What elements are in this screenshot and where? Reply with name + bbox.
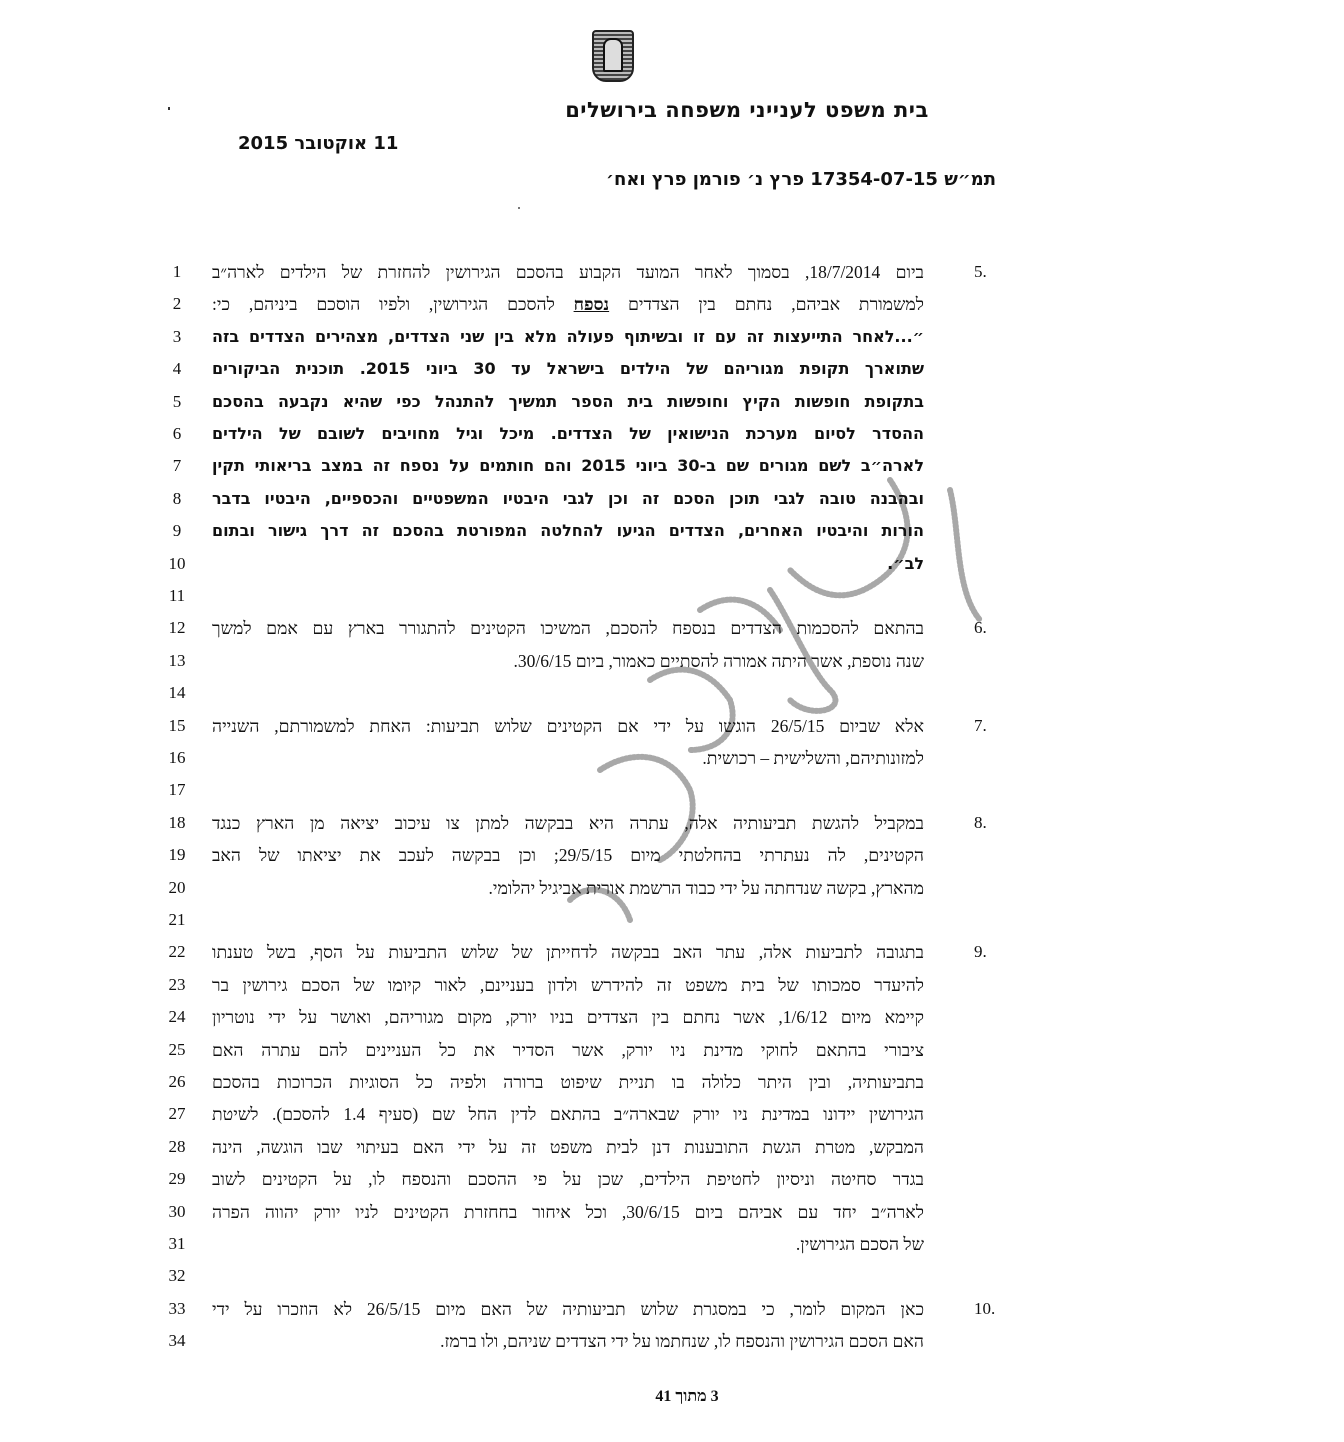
document-line bbox=[0, 456, 1344, 489]
line-text: בגדר סחיטה וניסיון לחטיפת הילדים, שכן על פי ההסכם והנספח לו, על הקטינים לשוב bbox=[212, 1169, 924, 1190]
line-text: בהתאם להסכמות הצדדים בנספח להסכם, המשיכו הקטינים להתגורר בארץ עם אמם למשך bbox=[212, 618, 924, 639]
line-number: 15 bbox=[168, 715, 186, 735]
document-line bbox=[0, 554, 1344, 587]
line-text: שתוארך תקופת מגוריהם של הילדים בישראל עד 30 ביוני 2015. תוכנית הביקורים bbox=[212, 359, 924, 379]
line-number: 10 bbox=[168, 553, 186, 573]
line-text bbox=[212, 294, 924, 315]
document-line bbox=[0, 683, 1344, 716]
line-text: מהארץ, בקשה שנדחתה על ידי כבוד הרשמת אורית אביגיל יהלומי. bbox=[488, 877, 924, 898]
line-text: של הסכם הגירושין. bbox=[795, 1234, 924, 1254]
line-number: 8 bbox=[172, 488, 182, 508]
line-number: 29 bbox=[168, 1169, 186, 1189]
document-line bbox=[0, 1137, 1344, 1170]
line-text: קיימא מיום 1/6/12, אשר נחתם בין הצדדים בניו יורק, מקום מגוריהם, ואושר על ידי נוטריון bbox=[212, 1007, 924, 1028]
court-name: בית משפט לענייני משפחה בירושלים bbox=[565, 98, 929, 122]
line-number: 34 bbox=[168, 1331, 186, 1351]
document-line bbox=[0, 359, 1344, 392]
document-line bbox=[0, 618, 1344, 651]
line-number: 13 bbox=[168, 650, 186, 670]
line-number: 4 bbox=[172, 359, 182, 379]
line-number: 25 bbox=[168, 1039, 186, 1059]
document-line bbox=[0, 586, 1344, 619]
line-number: 6 bbox=[172, 424, 182, 443]
document-line bbox=[0, 1007, 1344, 1040]
line-number: 22 bbox=[168, 942, 186, 962]
line-number: 19 bbox=[168, 845, 186, 865]
document-line bbox=[0, 651, 1344, 684]
document-line bbox=[0, 748, 1344, 781]
document-line bbox=[0, 813, 1344, 846]
document-line bbox=[0, 910, 1344, 943]
line-number: 3 bbox=[172, 326, 182, 346]
line-text: ההסדר לסיום מערכת הנישואין של הצדדים. מיכל וגיל מחויבים לשובם של הילדים bbox=[212, 424, 924, 443]
line-text: בתגובה לתביעות אלה, עתר האב בבקשה לדחייתן של שלוש התביעות על הסף, בשל טענתו bbox=[212, 942, 924, 963]
document-line bbox=[0, 1234, 1344, 1267]
document-line bbox=[0, 878, 1344, 911]
line-number: 2 bbox=[172, 294, 182, 314]
line-text: בתקופת חופשות הקיץ וחופשות בית הספר תמשיך להתנהל כפי שהיא נקבעה בהסכם bbox=[212, 391, 924, 411]
line-number: 33 bbox=[168, 1298, 186, 1318]
document-line bbox=[0, 716, 1344, 749]
document-line bbox=[0, 1299, 1344, 1332]
document-line bbox=[0, 1040, 1344, 1073]
line-text: במקביל להגשת תביעותיה אלה, עתרה היא בבקשה למתן צו עיכוב יציאה מן הארץ כנגד bbox=[212, 812, 924, 833]
line-number: 12 bbox=[168, 618, 186, 638]
paragraph-number: 10. bbox=[974, 1298, 996, 1318]
paragraph-number: 5. bbox=[974, 262, 987, 281]
case-number-line: תמ״ש 17354-07-15 פרץ נ׳ פורמן פרץ ואח׳ bbox=[605, 169, 996, 190]
line-text-segment: להסכם הגירושין, ולפיו הוסכם ביניהם, כי: bbox=[212, 294, 574, 315]
underlined-term: נספח bbox=[573, 294, 610, 315]
document-line bbox=[0, 262, 1344, 295]
line-text: בתביעותיה, ובין היתר כלולה בו תניית שיפוט ברורה ולפיה כל הסוגיות הכרוכות בהסכם bbox=[212, 1072, 924, 1092]
line-number: 1 bbox=[172, 262, 182, 281]
line-number: 31 bbox=[168, 1234, 186, 1253]
line-number: 28 bbox=[168, 1136, 186, 1156]
line-text: לב״. bbox=[887, 553, 924, 573]
line-text: האם הסכם הגירושין והנספח לו, שנחתמו על ידי הצדדים שניהם, ולו ברמז. bbox=[440, 1331, 924, 1352]
line-number: 27 bbox=[168, 1104, 186, 1124]
document-line bbox=[0, 489, 1344, 522]
line-text: המבקש, מטרת הגשת התובענות דנן לבית משפט זה על ידי האם בעיתוי שבו הוגשה, הינה bbox=[212, 1136, 924, 1157]
document-line bbox=[0, 327, 1344, 360]
line-number: 26 bbox=[168, 1072, 186, 1091]
document-line bbox=[0, 424, 1344, 457]
line-number: 18 bbox=[168, 812, 186, 832]
document-line bbox=[0, 942, 1344, 975]
paragraph-number: 9. bbox=[974, 942, 987, 962]
document-line bbox=[0, 521, 1344, 554]
line-text: ביום 18/7/2014, בסמוך לאחר המועד הקבוע בהסכם הגירושין להחזרת של הילדים לארה״ב bbox=[212, 262, 924, 282]
line-number: 9 bbox=[172, 521, 182, 541]
line-number: 14 bbox=[168, 683, 186, 703]
line-text: הורות והיבטיו האחרים, הצדדים הגיעו להחלטה המפורטת בהסכם זה דרך גישור ובתום bbox=[212, 521, 924, 541]
document-line bbox=[0, 1266, 1344, 1299]
document-line bbox=[0, 780, 1344, 813]
line-text: אלא שביום 26/5/15 הוגשו על ידי אם הקטינים שלוש תביעות: האחת למשמורתם, השנייה bbox=[212, 715, 924, 736]
line-text: ובהבנה טובה לגבי תוכן הסכם זה וכן לגבי היבטיו המשפטיים והכספיים, היבטיו בדבר bbox=[212, 488, 924, 508]
document-line bbox=[0, 294, 1344, 327]
line-number: 20 bbox=[168, 877, 186, 897]
line-text: לארה״ב יחד עם אביהם ביום 30/6/15, וכל איחור בחחזרת הקטינים לניו יורק יהווה הפרה bbox=[212, 1201, 924, 1222]
line-number: 17 bbox=[168, 780, 186, 800]
state-emblem-icon bbox=[592, 30, 634, 82]
line-number: 23 bbox=[168, 974, 186, 994]
line-number: 24 bbox=[168, 1007, 186, 1027]
document-line bbox=[0, 1331, 1344, 1364]
line-number: 5 bbox=[172, 391, 182, 411]
line-number: 16 bbox=[168, 748, 186, 767]
document-line bbox=[0, 845, 1344, 878]
line-text: להיעדר סמכותו של בית משפט זה להידרש ולדון בעניינם, לאור קיומו של הסכם גירושין בר bbox=[212, 974, 924, 995]
line-text: הגירושין יידונו במדינת ניו יורק שבארה״ב בהתאם לדין החל שם (סעיף 1.4 להסכם). לשיטת bbox=[212, 1104, 924, 1125]
document-line bbox=[0, 392, 1344, 425]
document-line bbox=[0, 1202, 1344, 1235]
line-text: שנה נוספת, אשר היתה אמורה להסתיים כאמור, ביום 30/6/15. bbox=[513, 650, 924, 671]
line-text: כאן המקום לומר, כי במסגרת שלוש תביעותיה של האם מיום 26/5/15 לא הוזכרו על ידי bbox=[212, 1298, 924, 1319]
line-text: הקטינים, לה נעתרתי בהחלטתי מיום 29/5/15; וכן בבקשה לעכב את יציאתו של האב bbox=[212, 845, 924, 866]
line-text: למזונותיהם, והשלישית – רכושית. bbox=[702, 748, 924, 768]
paragraph-number: 7. bbox=[974, 715, 987, 735]
line-text: ציבורי בהתאם לחוקי מדינת ניו יורק, אשר הסדיר את כל העניינים להם עתרה האם bbox=[212, 1039, 924, 1060]
line-number: 11 bbox=[168, 586, 186, 605]
document-date: 11 אוקטובר 2015 bbox=[238, 133, 399, 154]
page-number: 3 מתוך 41 bbox=[655, 1388, 719, 1405]
line-text-segment: למשמורת אביהם, נחתם בין הצדדים bbox=[609, 294, 924, 315]
paragraph-number: 6. bbox=[974, 618, 987, 638]
line-number: 21 bbox=[168, 910, 186, 929]
line-number: 30 bbox=[168, 1201, 186, 1221]
document-line bbox=[0, 975, 1344, 1008]
paragraph-number: 8. bbox=[974, 812, 987, 832]
document-line bbox=[0, 1072, 1344, 1105]
line-text: ״...לאחר התייעצות זה עם זו ובשיתוף פעולה מלא בין שני הצדדים, מצהירים הצדדים בזה bbox=[212, 326, 924, 346]
line-number: 7 bbox=[172, 456, 182, 476]
line-text: לארה״ב לשם מגורים שם ב-30 ביוני 2015 והם חותמים על נספח זה במצב בריאותי תקין bbox=[212, 456, 924, 476]
document-line bbox=[0, 1104, 1344, 1137]
document-line bbox=[0, 1169, 1344, 1202]
line-number: 32 bbox=[168, 1266, 186, 1286]
scan-speck bbox=[518, 207, 520, 209]
